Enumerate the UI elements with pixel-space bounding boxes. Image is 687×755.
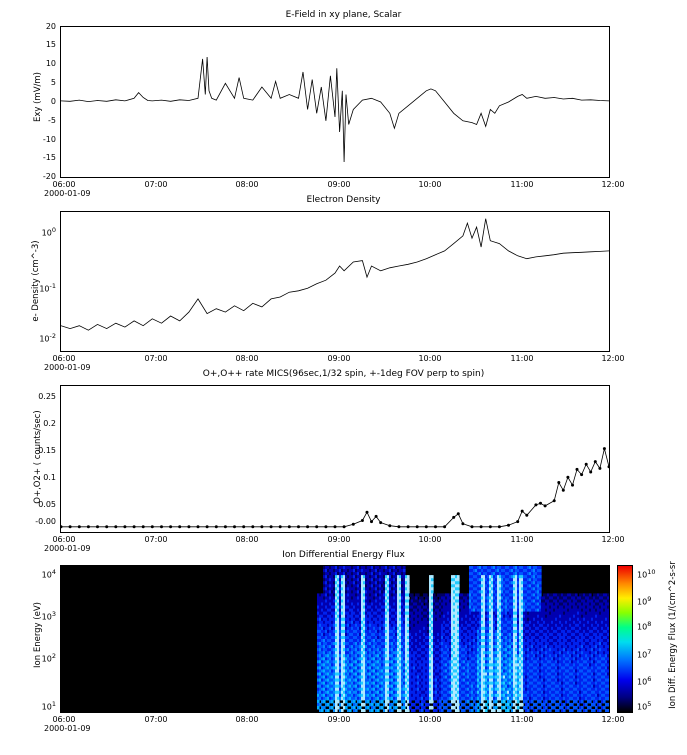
colorbar-tick: $10^{10}$ <box>637 568 656 580</box>
ytick: 0.05 <box>38 500 56 509</box>
xtick: 06:00 <box>52 715 76 724</box>
xtick: 09:00 <box>327 715 351 724</box>
date-stamp: 2000-01-09 <box>44 544 91 553</box>
xtick: 07:00 <box>144 535 168 544</box>
xtick: 12:00 <box>601 715 625 724</box>
ytick: 0.2 <box>43 419 56 428</box>
date-stamp: 2000-01-09 <box>44 363 91 372</box>
xtick: 10:00 <box>418 535 442 544</box>
xtick: 10:00 <box>418 180 442 189</box>
ytick: $10^1$ <box>41 700 56 712</box>
panel-efield-plot <box>60 26 610 178</box>
ytick: 20 <box>45 22 56 31</box>
colorbar <box>617 565 633 713</box>
xtick: 12:00 <box>601 180 625 189</box>
panel-ion-flux-plot <box>60 565 610 713</box>
panel-ion-flux-ylabel: Ion Energy (eV) <box>33 602 43 668</box>
xtick: 09:00 <box>327 354 351 363</box>
ytick: -10 <box>42 135 56 144</box>
ytick: $10^3$ <box>41 610 56 622</box>
ytick: 5 <box>50 78 56 87</box>
xtick: 07:00 <box>144 180 168 189</box>
panel-electron-density-ylabel: e- Density (cm^-3) <box>31 240 41 322</box>
colorbar-tick: $10^7$ <box>637 648 652 660</box>
ytick: 0 <box>50 97 56 106</box>
panel-efield-ylabel: Exy (mV/m) <box>33 72 43 123</box>
ytick: $10^{-2}$ <box>39 332 56 344</box>
xtick: 06:00 <box>52 354 76 363</box>
panel-oxygen-rate-plot <box>60 385 610 533</box>
xtick: 07:00 <box>144 354 168 363</box>
ion-flux-spectrogram <box>61 566 609 712</box>
panel-electron-density-trace <box>61 212 609 351</box>
xtick: 08:00 <box>235 715 259 724</box>
date-stamp: 2000-01-09 <box>44 724 91 733</box>
xtick: 11:00 <box>510 180 534 189</box>
xtick: 10:00 <box>418 354 442 363</box>
ytick: 10 <box>45 59 56 68</box>
ytick: -20 <box>42 172 56 181</box>
ytick: $10^4$ <box>41 568 56 580</box>
panel-electron-density-title: Electron Density <box>306 195 381 205</box>
ytick: 0.15 <box>38 446 56 455</box>
colorbar-tick: $10^6$ <box>637 675 652 687</box>
xtick: 12:00 <box>601 354 625 363</box>
colorbar-tick: $10^8$ <box>637 620 652 632</box>
ytick: $10^2$ <box>41 652 56 664</box>
ytick: $10^{-1}$ <box>39 282 56 294</box>
colorbar-tick: $10^9$ <box>637 595 652 607</box>
xtick: 08:00 <box>235 535 259 544</box>
xtick: 06:00 <box>52 535 76 544</box>
panel-oxygen-rate-trace <box>61 386 609 532</box>
ytick: -15 <box>42 153 56 162</box>
ytick: 0.1 <box>43 473 56 482</box>
xtick: 11:00 <box>510 715 534 724</box>
colorbar-tick: $10^5$ <box>637 700 652 712</box>
xtick: 09:00 <box>327 180 351 189</box>
panel-oxygen-rate-title: O+,O++ rate MICS(96sec,1/32 spin, +-1deg FOV perp to spin) <box>202 369 485 379</box>
panel-efield-trace <box>61 27 609 177</box>
xtick: 08:00 <box>235 354 259 363</box>
ytick: 0.25 <box>38 392 56 401</box>
panel-oxygen-rate-ylabel: O+,O2+ ( counts/sec) <box>33 410 43 504</box>
xtick: 08:00 <box>235 180 259 189</box>
ytick: -5 <box>48 116 56 125</box>
ytick: $10^0$ <box>41 226 56 238</box>
panel-efield-title: E-Field in xy plane, Scalar <box>285 10 402 20</box>
xtick: 06:00 <box>52 180 76 189</box>
xtick: 11:00 <box>510 354 534 363</box>
panel-ion-flux-title: Ion Differential Energy Flux <box>282 550 405 560</box>
xtick: 11:00 <box>510 535 534 544</box>
xtick: 12:00 <box>601 535 625 544</box>
ytick: 15 <box>45 40 56 49</box>
xtick: 10:00 <box>418 715 442 724</box>
date-stamp: 2000-01-09 <box>44 189 91 198</box>
ytick: -0.00 <box>35 517 56 526</box>
xtick: 09:00 <box>327 535 351 544</box>
colorbar-label: Ion Diff. Energy Flux (1/(cm^2-s-sr <box>668 561 678 709</box>
panel-electron-density-plot <box>60 211 610 352</box>
xtick: 07:00 <box>144 715 168 724</box>
